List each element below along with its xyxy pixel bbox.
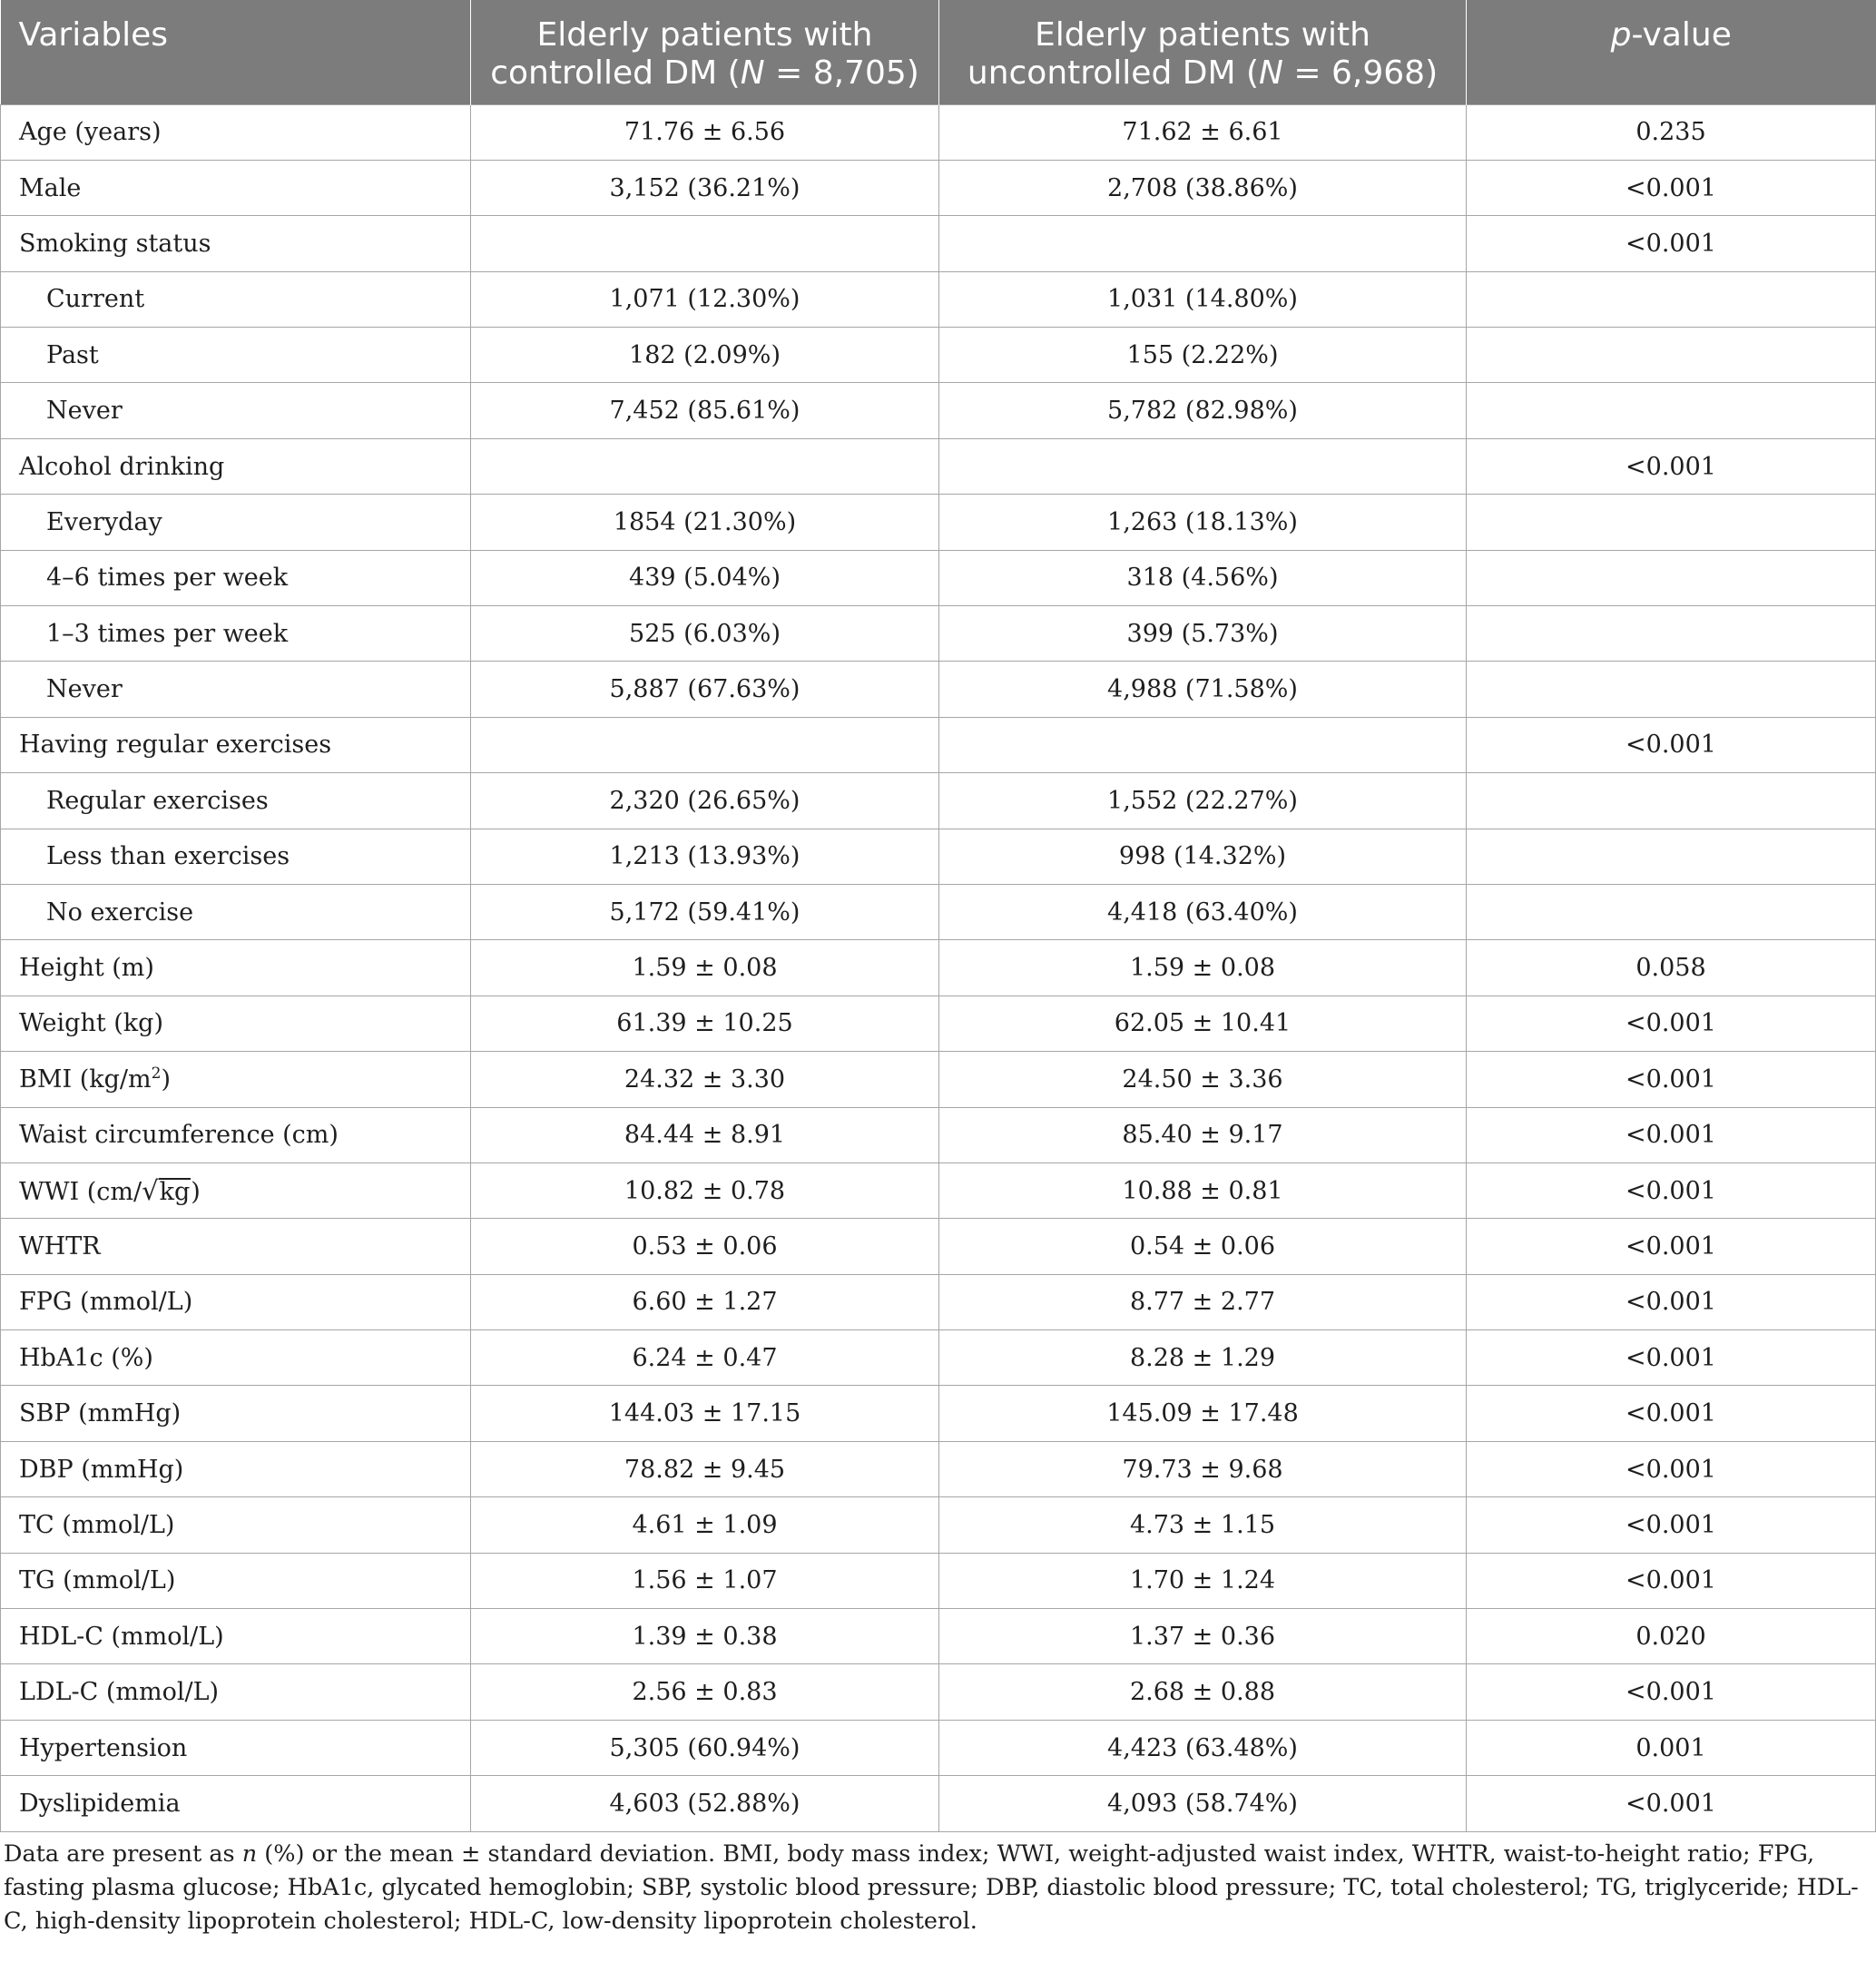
p-value: <0.001 <box>1467 1274 1876 1329</box>
table-footnote: Data are present as n (%) or the mean ± standard deviation. BMI, body mass index; WWI, weight-adjusted waist index, WHTR, waist-to-height ratio; FPG, fasting plasma glucose; HbA1c, glycated hemoglobin; SBP, systolic blood pressure; DBP, diastolic blood pressure; TC, total cholesterol; TG, triglyceride; HDL-C, high-density lipoprotein cholesterol; HDL-C, low-density lipoprotein cholesterol. <box>4 1839 1859 1935</box>
p-value: <0.001 <box>1467 1162 1876 1218</box>
row-label: BMI $(kg/m^2)$ <box>1 1052 471 1107</box>
uncontrolled-value: 4,423 (63.48%) <box>939 1720 1467 1775</box>
row-label: Past <box>1 328 471 383</box>
p-value: <0.001 <box>1467 1441 1876 1496</box>
uncontrolled-value: 24.50 ± 3.36 <box>939 1052 1467 1107</box>
table-row <box>1 662 1876 717</box>
table-row <box>1 271 1876 327</box>
controlled-value: 4.61 ± 1.09 <box>471 1497 939 1553</box>
controlled-value: 182 (2.09%) <box>471 328 939 383</box>
row-label: FPG (mmol/L) <box>1 1274 471 1329</box>
p-value: <0.001 <box>1467 160 1876 215</box>
table-row <box>1 606 1876 662</box>
row-label: HDL-C (mmol/L) <box>1 1609 471 1664</box>
table-row <box>1 773 1876 829</box>
p-value: <0.001 <box>1467 1664 1876 1720</box>
table-row <box>1 1330 1876 1386</box>
table-row <box>1 216 1876 271</box>
header-p-value: p-value <box>1467 0 1876 104</box>
row-label: 1–3 times per week <box>1 606 471 662</box>
p-value: <0.001 <box>1467 717 1876 772</box>
table-row <box>1 328 1876 383</box>
p-value <box>1467 606 1876 662</box>
row-label: Dyslipidemia <box>1 1776 471 1831</box>
controlled-value <box>471 216 939 271</box>
p-value: 0.058 <box>1467 940 1876 996</box>
table-row <box>1 1274 1876 1329</box>
row-label: TC (mmol/L) <box>1 1497 471 1553</box>
header-controlled: Elderly patients with controlled DM (N = 8,705) <box>471 0 939 104</box>
controlled-value: 1.59 ± 0.08 <box>471 940 939 996</box>
controlled-value: 61.39 ± 10.25 <box>471 996 939 1051</box>
row-label: Less than exercises <box>1 829 471 884</box>
p-value <box>1467 383 1876 438</box>
p-value <box>1467 884 1876 939</box>
table-row <box>1 1219 1876 1274</box>
table-row <box>1 1720 1876 1775</box>
table-row <box>1 1441 1876 1496</box>
uncontrolled-value: 5,782 (82.98%) <box>939 383 1467 438</box>
controlled-value <box>471 717 939 772</box>
p-value: <0.001 <box>1467 1219 1876 1274</box>
p-value <box>1467 829 1876 884</box>
controlled-value: 5,172 (59.41%) <box>471 884 939 939</box>
table-row <box>1 438 1876 494</box>
table-row <box>1 1497 1876 1553</box>
row-label: Weight (kg) <box>1 996 471 1051</box>
uncontrolled-value: 71.62 ± 6.61 <box>939 104 1467 160</box>
controlled-value: 10.82 ± 0.78 <box>471 1162 939 1218</box>
uncontrolled-value: 0.54 ± 0.06 <box>939 1219 1467 1274</box>
controlled-value: 5,305 (60.94%) <box>471 1720 939 1775</box>
table-row <box>1 884 1876 939</box>
controlled-value: 144.03 ± 17.15 <box>471 1386 939 1441</box>
row-label: No exercise <box>1 884 471 939</box>
uncontrolled-value: 8.28 ± 1.29 <box>939 1330 1467 1386</box>
controlled-value <box>471 438 939 494</box>
row-label: Never <box>1 383 471 438</box>
row-label: WHTR <box>1 1219 471 1274</box>
uncontrolled-value: 2,708 (38.86%) <box>939 160 1467 215</box>
uncontrolled-value: 2.68 ± 0.88 <box>939 1664 1467 1720</box>
uncontrolled-value <box>939 717 1467 772</box>
table-row <box>1 829 1876 884</box>
controlled-value: 71.76 ± 6.56 <box>471 104 939 160</box>
row-label: Hypertension <box>1 1720 471 1775</box>
table-row <box>1 383 1876 438</box>
controlled-value: 24.32 ± 3.30 <box>471 1052 939 1107</box>
p-value <box>1467 328 1876 383</box>
row-label: WWI (cm/√kg) <box>1 1162 471 1218</box>
p-value <box>1467 550 1876 605</box>
uncontrolled-value: 79.73 ± 9.68 <box>939 1441 1467 1496</box>
uncontrolled-value: 1,263 (18.13%) <box>939 495 1467 550</box>
row-label: Smoking status <box>1 216 471 271</box>
controlled-value: 1854 (21.30%) <box>471 495 939 550</box>
row-label: 4–6 times per week <box>1 550 471 605</box>
controlled-value: 7,452 (85.61%) <box>471 383 939 438</box>
table-row <box>1 1386 1876 1441</box>
uncontrolled-value: 1.59 ± 0.08 <box>939 940 1467 996</box>
table-row <box>1 717 1876 772</box>
p-value <box>1467 662 1876 717</box>
uncontrolled-value: 998 (14.32%) <box>939 829 1467 884</box>
square-root-sign: √ <box>142 1175 159 1207</box>
p-value: 0.235 <box>1467 104 1876 160</box>
header-row <box>1 0 1876 104</box>
table-row <box>1 495 1876 550</box>
p-value: <0.001 <box>1467 996 1876 1051</box>
row-label: Age (years) <box>1 104 471 160</box>
controlled-value: 1.39 ± 0.38 <box>471 1609 939 1664</box>
p-value: <0.001 <box>1467 1330 1876 1386</box>
uncontrolled-value <box>939 438 1467 494</box>
uncontrolled-value: 155 (2.22%) <box>939 328 1467 383</box>
p-value <box>1467 495 1876 550</box>
table-row <box>1 940 1876 996</box>
controlled-value: 78.82 ± 9.45 <box>471 1441 939 1496</box>
controlled-value: 1.56 ± 1.07 <box>471 1553 939 1608</box>
row-label: Height (m) <box>1 940 471 996</box>
row-label: Male <box>1 160 471 215</box>
table-row <box>1 1052 1876 1107</box>
row-label: Never <box>1 662 471 717</box>
p-value: <0.001 <box>1467 1052 1876 1107</box>
p-value: <0.001 <box>1467 1497 1876 1553</box>
header-uncontrolled: Elderly patients with uncontrolled DM (N = 6,968) <box>939 0 1467 104</box>
header-variables: Variables <box>18 16 169 54</box>
p-value: 0.001 <box>1467 1720 1876 1775</box>
uncontrolled-value: 10.88 ± 0.81 <box>939 1162 1467 1218</box>
controlled-value: 84.44 ± 8.91 <box>471 1107 939 1162</box>
controlled-value: 2,320 (26.65%) <box>471 773 939 829</box>
p-value <box>1467 773 1876 829</box>
uncontrolled-value: 4,418 (63.40%) <box>939 884 1467 939</box>
uncontrolled-value: 145.09 ± 17.48 <box>939 1386 1467 1441</box>
table-row <box>1 996 1876 1051</box>
controlled-value: 4,603 (52.88%) <box>471 1776 939 1831</box>
uncontrolled-value: 399 (5.73%) <box>939 606 1467 662</box>
row-label: DBP (mmHg) <box>1 1441 471 1496</box>
uncontrolled-value: 4,988 (71.58%) <box>939 662 1467 717</box>
table-row <box>1 1162 1876 1218</box>
table-row <box>1 550 1876 605</box>
table-row <box>1 1664 1876 1720</box>
uncontrolled-value <box>939 216 1467 271</box>
table-row <box>1 104 1876 160</box>
controlled-value: 525 (6.03%) <box>471 606 939 662</box>
table-row <box>1 1776 1876 1831</box>
controlled-value: 6.24 ± 0.47 <box>471 1330 939 1386</box>
table-row <box>1 160 1876 215</box>
controlled-value: 5,887 (67.63%) <box>471 662 939 717</box>
row-label: Everyday <box>1 495 471 550</box>
uncontrolled-value: 1,031 (14.80%) <box>939 271 1467 327</box>
table-row <box>1 1553 1876 1608</box>
uncontrolled-value: 318 (4.56%) <box>939 550 1467 605</box>
radicand: kg <box>159 1178 191 1207</box>
uncontrolled-value: 62.05 ± 10.41 <box>939 996 1467 1051</box>
uncontrolled-value: 4.73 ± 1.15 <box>939 1497 1467 1553</box>
row-label: Current <box>1 271 471 327</box>
row-label: Having regular exercises <box>1 717 471 772</box>
p-value: <0.001 <box>1467 438 1876 494</box>
controlled-value: 6.60 ± 1.27 <box>471 1274 939 1329</box>
row-label: Waist circumference (cm) <box>1 1107 471 1162</box>
p-value: <0.001 <box>1467 216 1876 271</box>
row-label: Regular exercises <box>1 773 471 829</box>
uncontrolled-value: 85.40 ± 9.17 <box>939 1107 1467 1162</box>
table-row <box>1 1107 1876 1162</box>
table-header <box>1 0 1876 104</box>
uncontrolled-value: 4,093 (58.74%) <box>939 1776 1467 1831</box>
controlled-value: 2.56 ± 0.83 <box>471 1664 939 1720</box>
uncontrolled-value: 1.70 ± 1.24 <box>939 1553 1467 1608</box>
controlled-value: 439 (5.04%) <box>471 550 939 605</box>
table-row <box>1 1609 1876 1664</box>
row-label: HbA1c (%) <box>1 1330 471 1386</box>
uncontrolled-value: 8.77 ± 2.77 <box>939 1274 1467 1329</box>
controlled-value: 1,071 (12.30%) <box>471 271 939 327</box>
controlled-value: 0.53 ± 0.06 <box>471 1219 939 1274</box>
row-label: Alcohol drinking <box>1 438 471 494</box>
uncontrolled-value: 1,552 (22.27%) <box>939 773 1467 829</box>
uncontrolled-value: 1.37 ± 0.36 <box>939 1609 1467 1664</box>
p-value: <0.001 <box>1467 1553 1876 1608</box>
controlled-value: 1,213 (13.93%) <box>471 829 939 884</box>
p-value: <0.001 <box>1467 1776 1876 1831</box>
row-label: TG (mmol/L) <box>1 1553 471 1608</box>
row-label: SBP (mmHg) <box>1 1386 471 1441</box>
p-value: <0.001 <box>1467 1386 1876 1441</box>
p-value <box>1467 271 1876 327</box>
p-value: 0.020 <box>1467 1609 1876 1664</box>
table-body <box>1 104 1876 1831</box>
row-label: LDL-C (mmol/L) <box>1 1664 471 1720</box>
controlled-value: 3,152 (36.21%) <box>471 160 939 215</box>
superscript-2: 2 <box>151 1064 162 1083</box>
p-value: <0.001 <box>1467 1107 1876 1162</box>
